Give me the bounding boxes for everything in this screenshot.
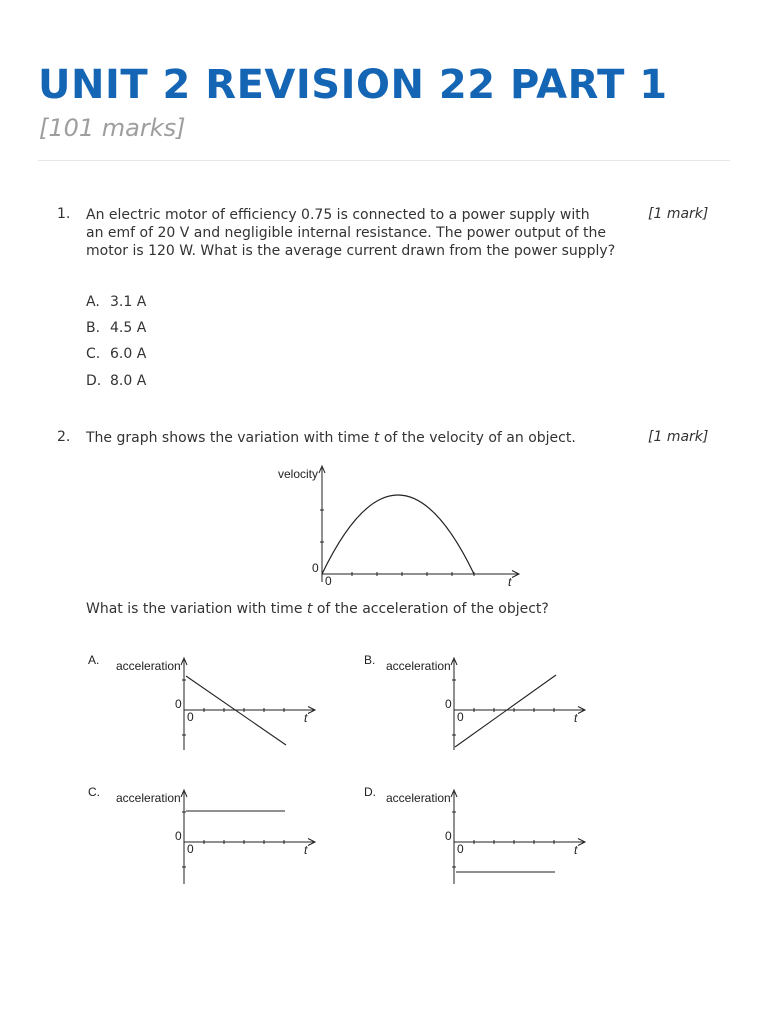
velocity-origin-x-label: 0 xyxy=(325,574,332,588)
question-2-prompt-pre: What is the variation with time xyxy=(86,601,307,617)
option-text: 4.5 A xyxy=(110,320,147,336)
option-c-graph[interactable] xyxy=(86,782,326,886)
option-b-ylabel: acceleration xyxy=(386,659,451,673)
question-2-prompt xyxy=(86,600,549,618)
option-c-letter: C. xyxy=(88,785,100,799)
question-1-marks: [1 mark] xyxy=(648,206,709,222)
option-a-letter: A. xyxy=(88,653,100,667)
option-b-t-label: t xyxy=(574,711,578,725)
option-d-origin-x: 0 xyxy=(457,842,464,856)
option-b-line xyxy=(455,675,556,747)
option-c-t-label: t xyxy=(304,843,308,857)
option-c-ylabel: acceleration xyxy=(116,791,181,805)
question-2-text xyxy=(86,429,576,447)
option-d-t-label: t xyxy=(574,843,578,857)
option-b-graph[interactable] xyxy=(362,650,602,750)
option-a-graph[interactable] xyxy=(86,650,326,750)
question-1-line-1: An electric motor of efficiency 0.75 is connected to a power supply with xyxy=(86,207,590,223)
option-b-letter: B. xyxy=(364,653,376,667)
option-a-origin-y: 0 xyxy=(175,697,182,711)
option-letter: B. xyxy=(86,320,101,336)
question-2-prompt-var: t xyxy=(306,601,313,617)
question-1-option-d[interactable] xyxy=(86,373,146,389)
option-text: 8.0 A xyxy=(110,373,147,389)
option-c-origin-y: 0 xyxy=(175,829,182,843)
question-1-text xyxy=(86,206,646,260)
option-b-origin-x: 0 xyxy=(457,710,464,724)
question-1-option-a[interactable] xyxy=(86,294,146,310)
option-letter: C. xyxy=(86,346,101,362)
question-2-number: 2. xyxy=(57,429,71,445)
option-d-graph[interactable] xyxy=(362,782,602,886)
question-2-marks: [1 mark] xyxy=(648,429,709,445)
question-2-text-var: t xyxy=(373,430,380,446)
option-letter: D. xyxy=(86,373,102,389)
velocity-curve xyxy=(322,495,474,574)
question-2-text-post: of the velocity of an object. xyxy=(379,430,576,446)
velocity-time-graph xyxy=(270,458,530,590)
total-marks: [101 marks] xyxy=(39,114,186,142)
option-d-origin-y: 0 xyxy=(445,829,452,843)
question-1-line-2: an emf of 20 V and negligible internal resistance. The power output of the xyxy=(86,225,606,241)
option-d-letter: D. xyxy=(364,785,376,799)
option-a-origin-x: 0 xyxy=(187,710,194,724)
option-a-ylabel: acceleration xyxy=(116,659,181,673)
question-1-option-c[interactable] xyxy=(86,346,146,362)
header-divider xyxy=(38,160,730,161)
option-text: 3.1 A xyxy=(110,294,147,310)
velocity-axis-label: velocity xyxy=(278,467,319,481)
option-a-t-label: t xyxy=(304,711,308,725)
option-text: 6.0 A xyxy=(110,346,147,362)
option-b-origin-y: 0 xyxy=(445,697,452,711)
question-2-text-pre: The graph shows the variation with time xyxy=(86,430,374,446)
option-d-ylabel: acceleration xyxy=(386,791,451,805)
option-letter: A. xyxy=(86,294,100,310)
velocity-origin-y-label: 0 xyxy=(312,561,319,575)
question-1-number: 1. xyxy=(57,206,71,222)
question-1-line-3: motor is 120 W. What is the average current drawn from the power supply? xyxy=(86,243,616,259)
page-title: UNIT 2 REVISION 22 PART 1 xyxy=(38,62,668,108)
question-1-option-b[interactable] xyxy=(86,320,146,336)
question-2-prompt-post: of the acceleration of the object? xyxy=(312,601,549,617)
velocity-t-label: t xyxy=(508,575,512,589)
option-c-origin-x: 0 xyxy=(187,842,194,856)
